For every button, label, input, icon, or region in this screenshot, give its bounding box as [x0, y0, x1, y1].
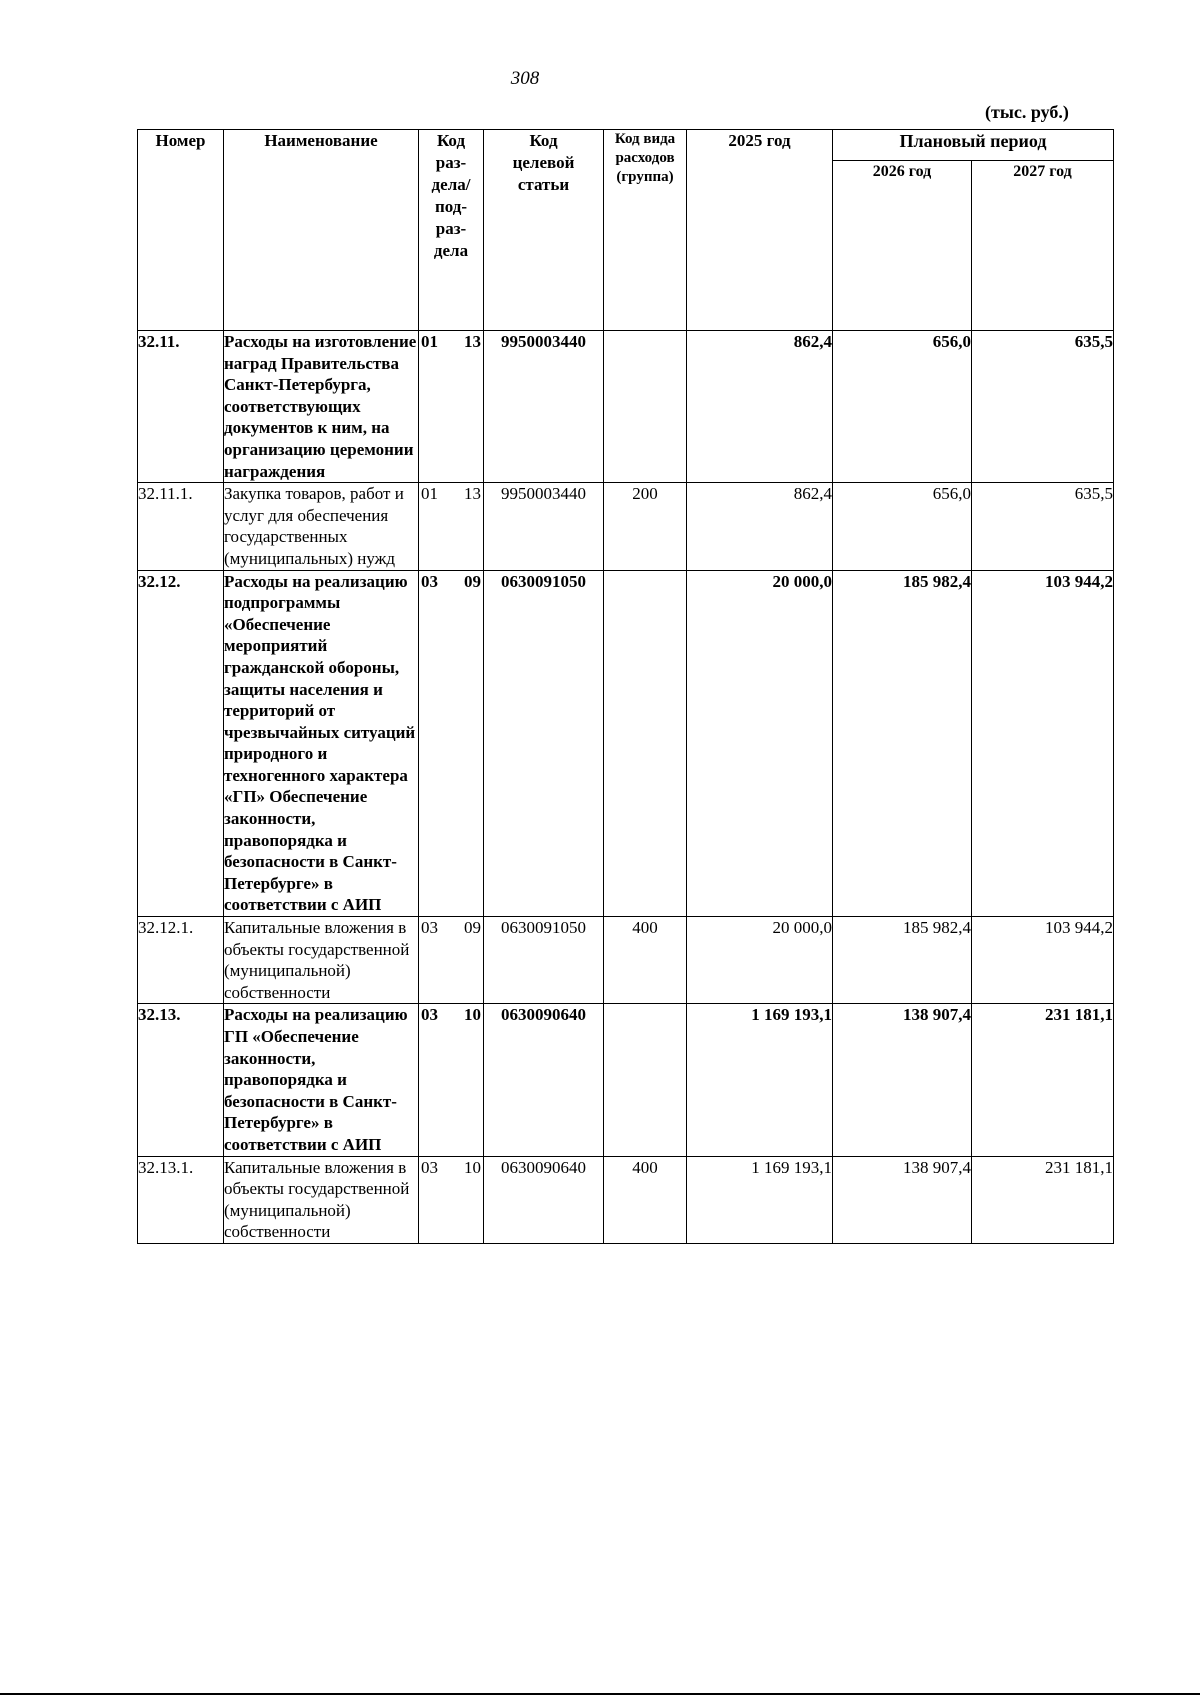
- row-value-2026: 185 982,4: [833, 917, 972, 1004]
- header-planning-period: Плановый период: [833, 130, 1114, 161]
- units-label: (тыс. руб.): [985, 102, 1069, 122]
- table-row: [138, 1156, 1114, 1243]
- row-section-code: [419, 331, 484, 483]
- subsection-code: 10: [464, 1005, 481, 1025]
- row-target-code: 0630090640: [484, 1156, 604, 1243]
- row-target-code: 0630091050: [484, 917, 604, 1004]
- row-expense-type: 200: [604, 483, 687, 570]
- row-number: 32.12.: [138, 570, 224, 917]
- table-row: [138, 917, 1114, 1004]
- row-target-code: 9950003440: [484, 331, 604, 483]
- subsection-code: 10: [464, 1157, 481, 1177]
- subsection-code: 13: [464, 332, 481, 351]
- row-number: 32.11.: [138, 331, 224, 483]
- row-expense-type: 400: [604, 1156, 687, 1243]
- row-value-2027: 635,5: [972, 331, 1114, 483]
- row-number: 32.12.1.: [138, 917, 224, 1004]
- row-value-2027: 231 181,1: [972, 1004, 1114, 1156]
- row-number: 32.13.1.: [138, 1156, 224, 1243]
- table-row: [138, 331, 1114, 483]
- row-value-2026: 656,0: [833, 483, 972, 570]
- row-name: Расходы на изготовление наград Правительства Санкт-Петербурга, соответствующих документов к ним, на организацию церемонии награждения: [224, 331, 419, 483]
- row-name: Капитальные вложения в объекты государственной (муниципальной) собственности: [224, 917, 419, 1004]
- section-code: 03: [421, 918, 438, 938]
- table-row: [138, 483, 1114, 570]
- header-expense-type: Код вида расходов (группа): [604, 130, 687, 331]
- section-code: 03: [421, 1005, 438, 1025]
- row-number: 32.13.: [138, 1004, 224, 1156]
- subsection-code: 09: [464, 918, 481, 938]
- row-target-code: 9950003440: [484, 483, 604, 570]
- header-2025: 2025 год: [687, 130, 833, 331]
- row-name: Расходы на реализацию подпрограммы «Обеспечение мероприятий гражданской обороны, защиты населения и территорий от чрезвычайных ситуаций природного и техногенного характера «ГП» Обеспечение законности, правопорядка и безопасности в Санкт-Петербурге» в соответствии с АИП: [224, 570, 419, 917]
- row-value-2027: 103 944,2: [972, 917, 1114, 1004]
- header-section: Код раз- дела/ под- раз- дела: [419, 130, 484, 331]
- row-value-2027: 231 181,1: [972, 1156, 1114, 1243]
- row-section-code: [419, 1004, 484, 1156]
- header-2026: 2026 год: [833, 161, 972, 331]
- row-name: Капитальные вложения в объекты государственной (муниципальной) собственности: [224, 1156, 419, 1243]
- row-value-2025: 20 000,0: [687, 917, 833, 1004]
- row-value-2025: 1 169 193,1: [687, 1004, 833, 1156]
- row-value-2026: 656,0: [833, 331, 972, 483]
- section-code: 01: [421, 484, 438, 504]
- row-number: 32.11.1.: [138, 483, 224, 570]
- header-name: Наименование: [224, 130, 419, 331]
- row-expense-type: [604, 570, 687, 917]
- row-target-code: 0630090640: [484, 1004, 604, 1156]
- row-value-2025: 1 169 193,1: [687, 1156, 833, 1243]
- row-value-2026: 138 907,4: [833, 1156, 972, 1243]
- header-row-1: [138, 130, 1114, 161]
- header-target: Код целевой статьи: [484, 130, 604, 331]
- table-row: [138, 1004, 1114, 1156]
- row-value-2025: 862,4: [687, 331, 833, 483]
- row-value-2026: 138 907,4: [833, 1004, 972, 1156]
- row-value-2027: 103 944,2: [972, 570, 1114, 917]
- row-section-code: [419, 1156, 484, 1243]
- row-name: Закупка товаров, работ и услуг для обеспечения государственных (муниципальных) нужд: [224, 483, 419, 570]
- row-expense-type: 400: [604, 917, 687, 1004]
- row-value-2026: 185 982,4: [833, 570, 972, 917]
- table-row: [138, 570, 1114, 917]
- section-code: 03: [421, 571, 438, 591]
- budget-table: [137, 129, 1114, 1244]
- row-section-code: [419, 483, 484, 570]
- row-value-2025: 862,4: [687, 483, 833, 570]
- row-expense-type: [604, 1004, 687, 1156]
- row-section-code: [419, 917, 484, 1004]
- header-number: Номер: [138, 130, 224, 331]
- row-value-2025: 20 000,0: [687, 570, 833, 917]
- row-target-code: 0630091050: [484, 570, 604, 917]
- row-expense-type: [604, 331, 687, 483]
- header-2027: 2027 год: [972, 161, 1114, 331]
- row-name: Расходы на реализацию ГП «Обеспечение законности, правопорядка и безопасности в Санкт-Петербурге» в соответствии с АИП: [224, 1004, 419, 1156]
- page-number: 308: [510, 68, 540, 89]
- section-code: 01: [421, 332, 438, 351]
- subsection-code: 09: [464, 571, 481, 591]
- section-code: 03: [421, 1157, 438, 1177]
- subsection-code: 13: [464, 484, 481, 504]
- row-section-code: [419, 570, 484, 917]
- row-value-2027: 635,5: [972, 483, 1114, 570]
